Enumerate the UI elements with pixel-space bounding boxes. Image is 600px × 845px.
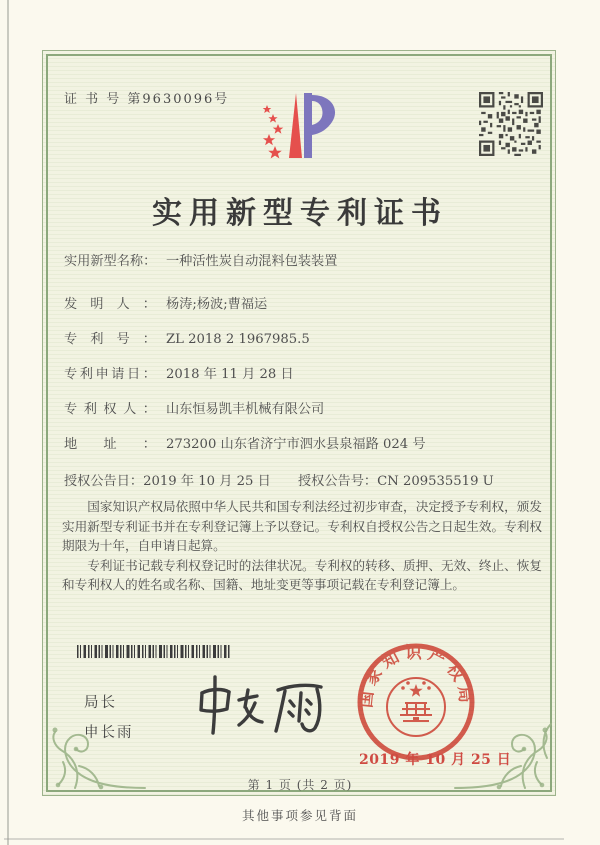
field-patent-number bbox=[64, 328, 310, 347]
field-label: 实用新型名称： bbox=[64, 254, 157, 269]
field-label: 发明人： bbox=[64, 297, 156, 312]
certificate-title: 实用新型专利证书 bbox=[152, 196, 448, 231]
qr-code-icon bbox=[479, 92, 543, 156]
field-value: ZL 2018 2 1967985.5 bbox=[166, 332, 310, 347]
svg-text:国家知识产权局 bbox=[356, 643, 476, 709]
field-value: 杨涛;杨波;曹福运 bbox=[166, 297, 268, 312]
field-inventors bbox=[64, 293, 267, 312]
certificate-number: 证 书 号 第9630096号 bbox=[64, 92, 230, 107]
grant-no-value: CN 209535519 U bbox=[377, 474, 494, 489]
scan-edge-left bbox=[7, 0, 9, 845]
seal-text: 国家知识产权局 bbox=[356, 643, 476, 709]
back-side-note: 其他事项参见背面 bbox=[241, 808, 358, 823]
field-patentee bbox=[64, 398, 324, 417]
field-value: 一种活性炭自动混料包装装置 bbox=[166, 254, 338, 269]
scan-edge-bottom bbox=[4, 838, 564, 840]
certificate-body-text bbox=[62, 497, 542, 595]
field-value: 273200 山东省济宁市泗水县泉福路 024 号 bbox=[166, 437, 426, 452]
cnipa-red-seal bbox=[355, 641, 477, 763]
grant-no-label: 授权公告号： bbox=[298, 474, 378, 489]
field-value: 山东恒易凯丰机械有限公司 bbox=[166, 402, 325, 417]
field-utility-model-name bbox=[64, 250, 337, 269]
field-grant-announcement bbox=[64, 470, 494, 489]
field-label: 地址： bbox=[64, 437, 156, 452]
seal-date: 2019 年 10 月 25 日 bbox=[359, 752, 512, 768]
field-label: 专利申请日： bbox=[64, 367, 156, 382]
officer-title: 局长 bbox=[84, 695, 117, 711]
barcode bbox=[77, 645, 231, 658]
commissioner-signature bbox=[188, 663, 340, 757]
field-address bbox=[64, 433, 426, 452]
officer-name: 申长雨 bbox=[84, 725, 134, 741]
page-number: 第 1 页 (共 2 页) bbox=[247, 778, 353, 792]
field-value: 2018 年 11 月 28 日 bbox=[166, 367, 294, 382]
grant-date-value: 2019 年 10 月 25 日 bbox=[143, 474, 271, 489]
cnipa-logo-icon bbox=[256, 90, 340, 164]
national-emblem-icon bbox=[387, 678, 445, 736]
field-application-date bbox=[64, 363, 294, 382]
field-label: 专利权人： bbox=[64, 402, 156, 417]
body-paragraph-1: 国家知识产权局依照中华人民共和国专利法经过初步审查，决定授予专利权，颁发实用新型专利证书并在专利登记簿上予以登记。专利权自授权公告之日起生效。专利权期限为十年，自申请日起算。 bbox=[62, 499, 542, 553]
grant-date-label: 授权公告日： bbox=[64, 474, 144, 489]
field-label: 专利号： bbox=[64, 332, 156, 347]
body-paragraph-2: 专利证书记载专利权登记时的法律状况。专利权的转移、质押、无效、终止、恢复和专利权人的姓名或名称、国籍、地址变更等事项记载在专利登记簿上。 bbox=[62, 557, 542, 592]
